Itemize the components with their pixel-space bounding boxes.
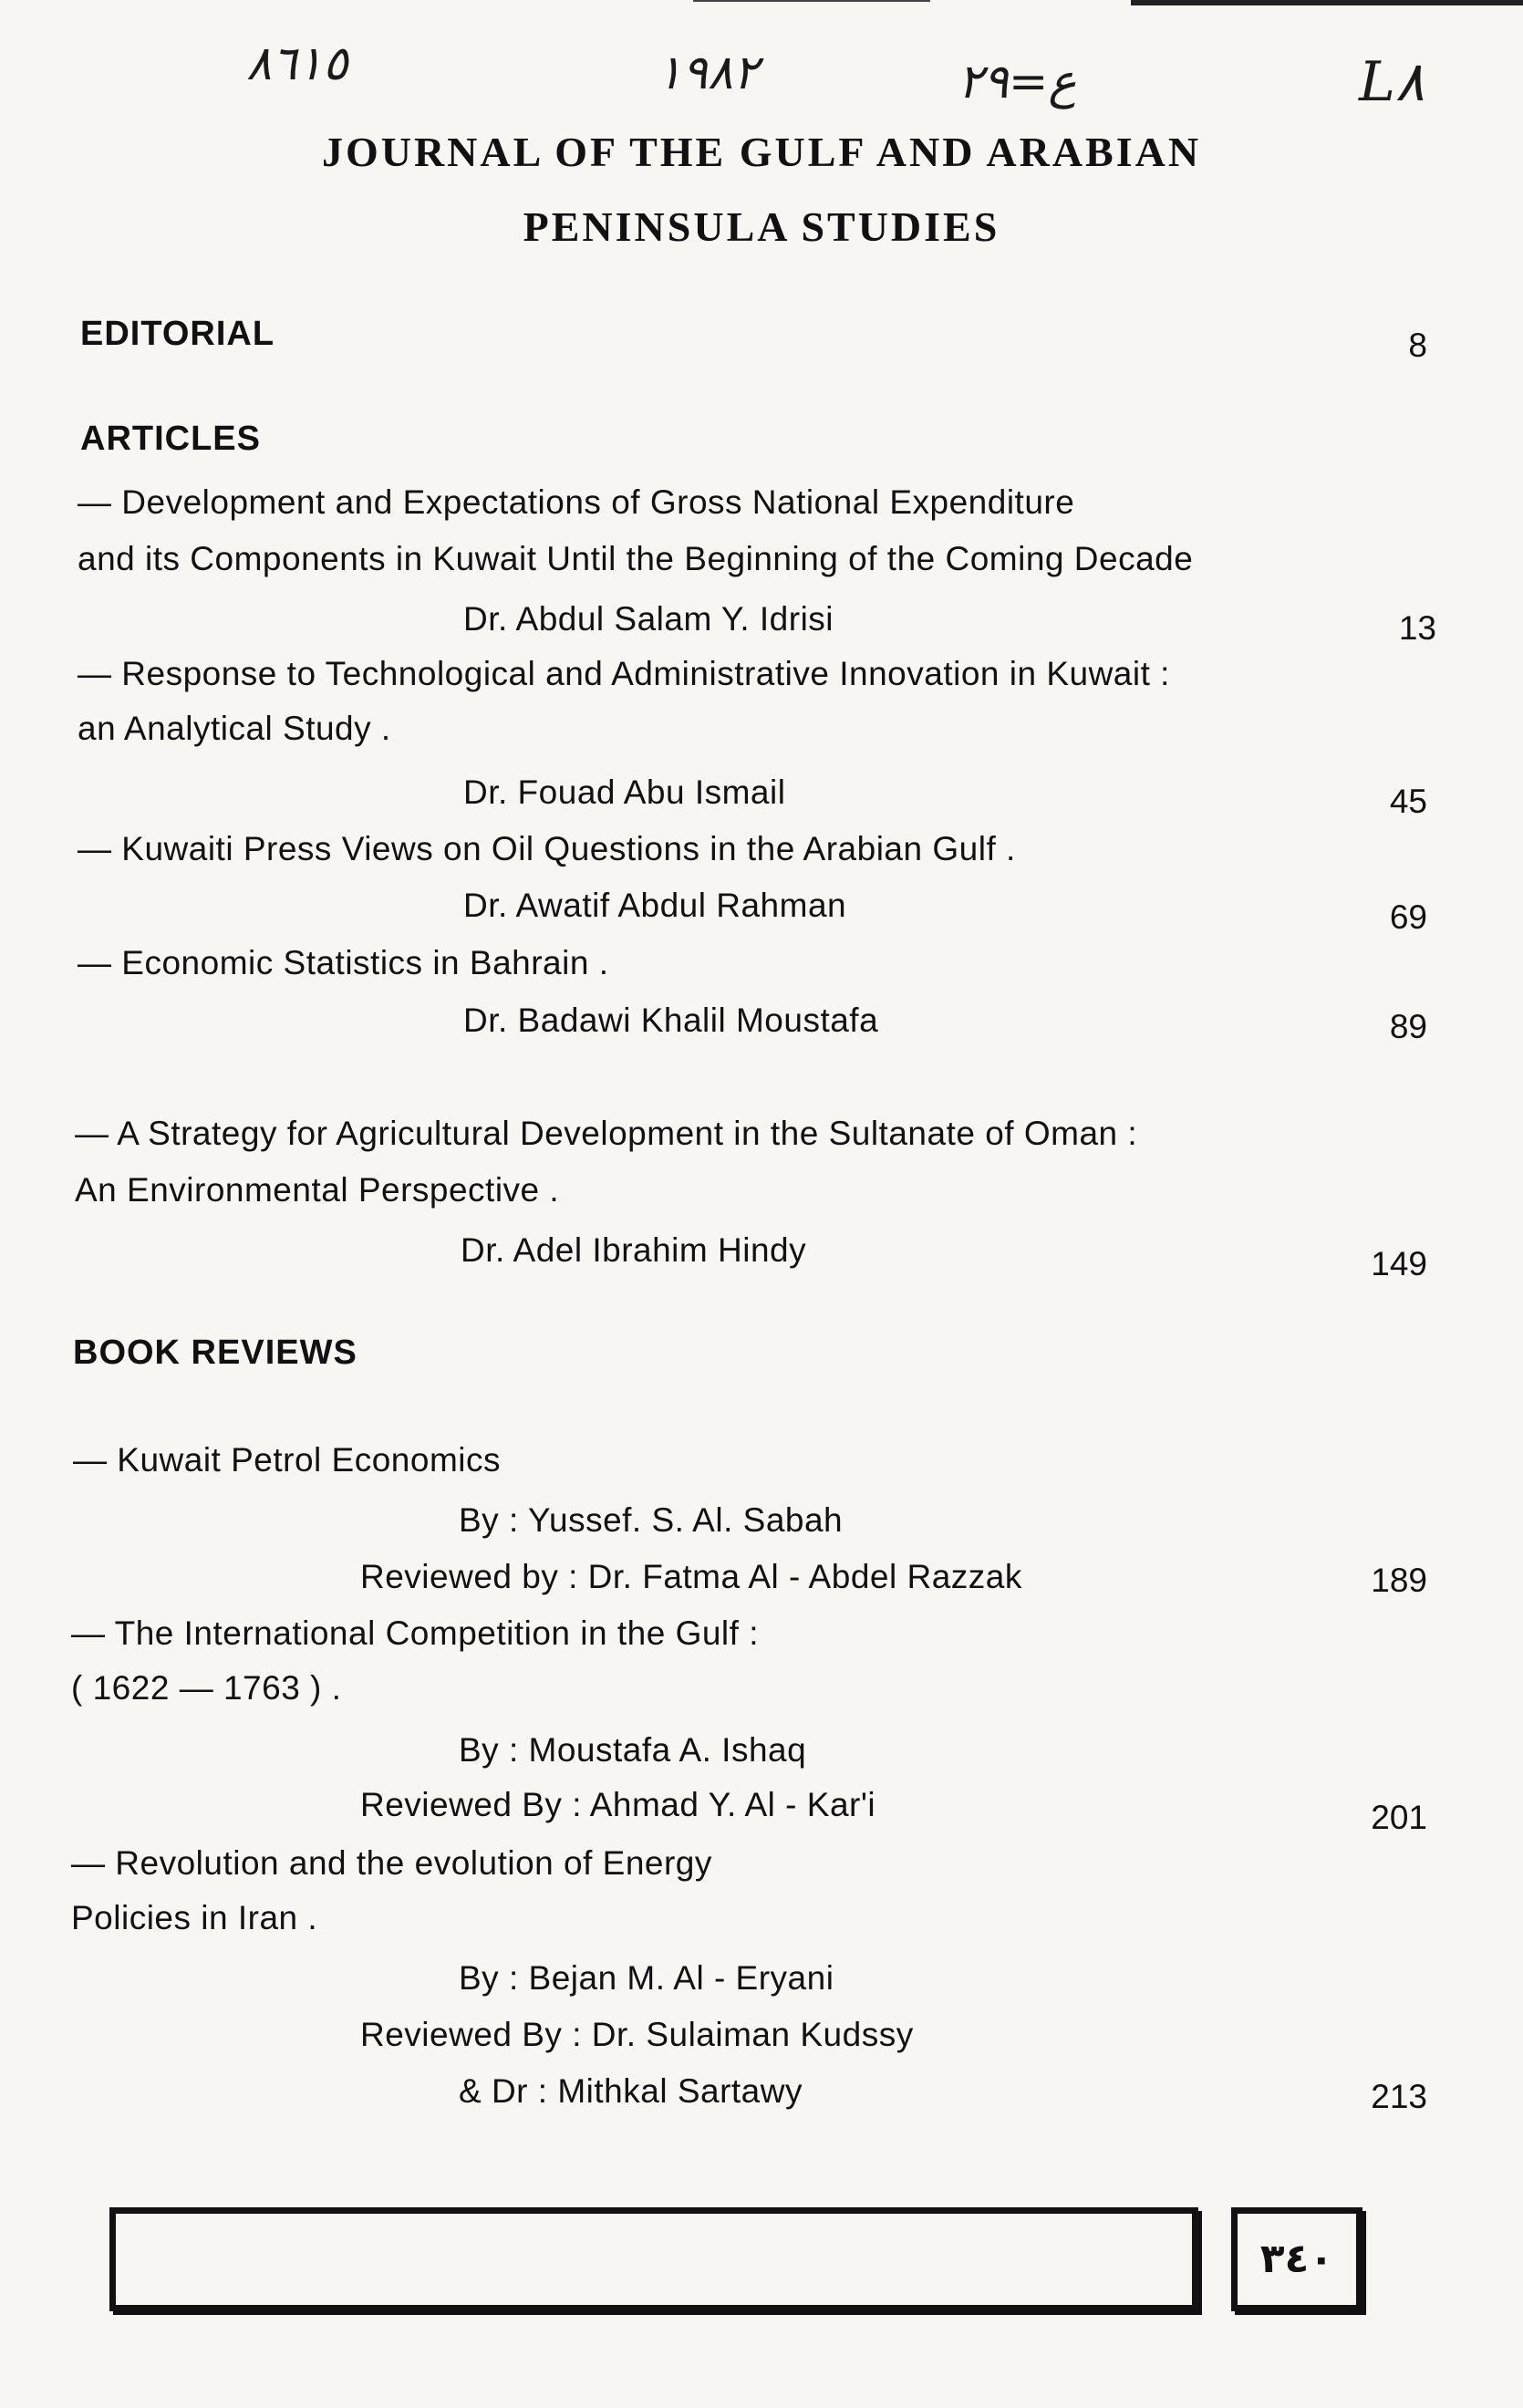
handwritten-year: ١٩٨٢ — [657, 46, 759, 100]
review-3-page: 213 — [1371, 2078, 1427, 2115]
article-5-title-line1: — A Strategy for Agricultural Development in the Sultanate of Oman : — [75, 1115, 1138, 1152]
journal-title-line2: PENINSULA STUDIES — [523, 203, 1000, 250]
article-4-title: — Economic Statistics in Bahrain . — [78, 944, 609, 981]
article-1-page: 13 — [1398, 609, 1436, 647]
review-3-by: By : Bejan M. Al - Eryani — [459, 1959, 834, 1997]
handwritten-issue: ع=٢٩ — [958, 55, 1077, 109]
book-reviews-heading: BOOK REVIEWS — [73, 1334, 357, 1372]
review-2-by: By : Moustafa A. Ishaq — [459, 1731, 807, 1769]
article-5-title-line2: An Environmental Perspective . — [75, 1171, 560, 1209]
footer-empty-box — [109, 2207, 1198, 2311]
review-2-title-line2: ( 1622 — 1763 ) . — [71, 1669, 342, 1707]
scan-edge-line — [1131, 0, 1523, 5]
editorial-heading: EDITORIAL — [80, 315, 275, 353]
editorial-page: 8 — [1408, 327, 1427, 364]
article-5-author: Dr. Adel Ibrahim Hindy — [461, 1231, 807, 1269]
review-1-reviewed: Reviewed by : Dr. Fatma Al - Abdel Razzak — [360, 1558, 1022, 1595]
review-2-title-line1: — The International Competition in the Gulf : — [71, 1614, 759, 1652]
review-2-reviewed: Reviewed By : Ahmad Y. Al - Kar'i — [360, 1786, 876, 1823]
article-4-author: Dr. Badawi Khalil Moustafa — [463, 1002, 879, 1039]
scan-edge-line-2 — [693, 0, 930, 2]
article-2-page: 45 — [1389, 783, 1427, 820]
review-3-reviewed-2: & Dr : Mithkal Sartawy — [459, 2072, 803, 2110]
article-3-page: 69 — [1389, 898, 1427, 936]
article-1-title-line2: and its Components in Kuwait Until the Beginning of the Coming Decade — [78, 540, 1194, 577]
handwritten-corner-mark: L٨ — [1359, 50, 1425, 114]
review-3-title-line2: Policies in Iran . — [71, 1899, 318, 1936]
review-1-page: 189 — [1371, 1562, 1427, 1599]
article-2-title-line2: an Analytical Study . — [78, 710, 391, 747]
article-1-author: Dr. Abdul Salam Y. Idrisi — [463, 600, 834, 638]
review-1-title: — Kuwait Petrol Economics — [73, 1441, 502, 1479]
footer-page-box — [1231, 2207, 1362, 2311]
review-3-title-line1: — Revolution and the evolution of Energy — [71, 1844, 712, 1882]
article-2-title-line1: — Response to Technological and Administrative Innovation in Kuwait : — [78, 655, 1170, 692]
journal-title-line1: JOURNAL OF THE GULF AND ARABIAN — [321, 129, 1202, 175]
article-3-title: — Kuwaiti Press Views on Oil Questions in the Arabian Gulf . — [78, 830, 1016, 867]
review-3-reviewed: Reviewed By : Dr. Sulaiman Kudssy — [360, 2016, 914, 2053]
article-1-title-line1: — Development and Expectations of Gross National Expenditure — [78, 483, 1075, 521]
article-3-author: Dr. Awatif Abdul Rahman — [463, 887, 847, 924]
article-4-page: 89 — [1389, 1008, 1427, 1045]
article-5-page: 149 — [1371, 1245, 1427, 1282]
articles-heading: ARTICLES — [80, 420, 261, 458]
review-1-by: By : Yussef. S. Al. Sabah — [459, 1501, 844, 1539]
footer-page-number: ٣٤٠ — [1259, 2236, 1334, 2282]
handwritten-call-number: ٨٦١٥ — [246, 36, 348, 91]
article-2-author: Dr. Fouad Abu Ismail — [463, 773, 786, 811]
review-2-page: 201 — [1371, 1799, 1427, 1836]
